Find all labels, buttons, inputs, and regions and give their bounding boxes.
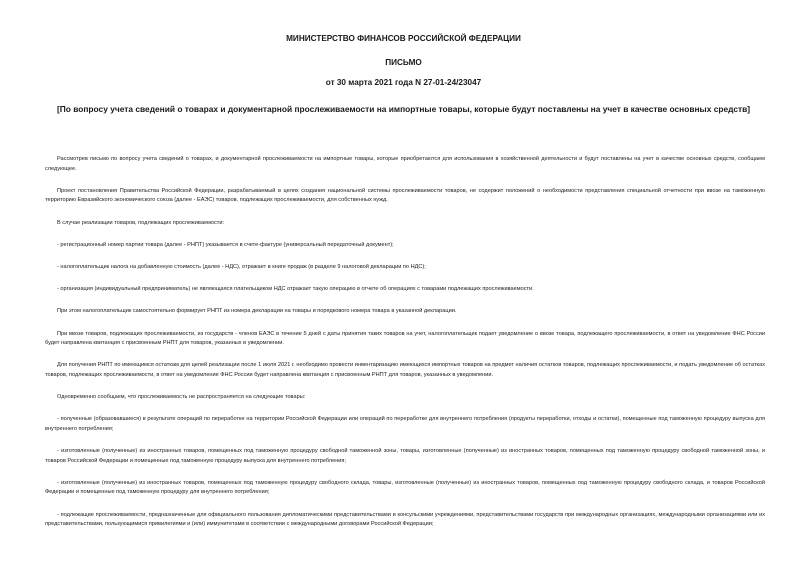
paragraph-draft-resolution: Проект постановления Правительства Российской Федерации, разрабатываемый в целях создания национальной системы прослеживаемости товаров, не содержит положений о необходимости представления специальной отчетности при ввозе на таможенную территорию Евразийского экономического союза (далее - ЕАЭС) товаров, подлежащих прослеживаемости, для собственных нужд. — [45, 187, 765, 204]
list-item-diplomatic: - подлежащие прослеживаемости, предназначенные для официального пользования дипломатическими представительствами и консульскими учреждениями, представительствами государств при международных организациях, международными организациями или их представительствами, пользующимися привилегиями и (или) иммунитетами в соответствии с международными договорами Российской Федерации; — [45, 511, 765, 528]
list-item-non-vat-payer: - организация (индивидуальный предприниматель) не являющаяся плательщиком НДС отражает такую операцию в отчете об операциях с товарами подлежащих прослеживаемости. — [57, 286, 534, 293]
document-type-heading: ПИСЬМО — [385, 58, 422, 67]
list-item-processing: - полученные (образовавшиеся) в результате операций по переработке на территории Российской Федерации или операций по переработке для внутреннего потребления (продукты переработки, отходы и остатки), помещенные под таможенную процедуру выпуска для внутреннего потребления; — [45, 416, 765, 432]
list-item-vat-payer: - налогоплательщик налога на добавленную стоимость (далее - НДС), отражает в книге продаж (в разделе 9 налоговой декларации по НДС); — [57, 263, 426, 270]
paragraph-rnpt-formation: При этом налогоплательщик самостоятельно формирует РНПТ из номера декларации на товары и порядкового номера товара в указанной декларации. — [57, 308, 457, 315]
date-number-heading: от 30 марта 2021 года N 27-01-24/23047 — [325, 78, 482, 87]
subject-heading: [По вопросу учета сведений о товарах и документарной прослеживаемости на импортные товары, которые будут поставлены на учет в качестве основных средств] — [56, 104, 751, 114]
ministry-heading: МИНИСТЕРСТВО ФИНАНСОВ РОССИЙСКОЙ ФЕДЕРАЦИИ — [286, 34, 521, 43]
paragraph-sale-case: В случае реализации товаров, подлежащих прослеживаемости: — [57, 219, 225, 226]
list-item-free-customs-zone: - изготовленные (полученные) из иностранных товаров, помещенных под таможенную процедуру свободной таможенной зоны, товары, изготовленные (полученные) из иностранных товаров, помещенных под таможенную процедуру свободной таможенной зоны, и товаров Российской Федерации и помещенные под таможенную процедуру выпуска для внутреннего потребления; — [45, 448, 765, 464]
list-item-free-warehouse: - изготовленные (полученные) из иностранных товаров, помещенных под таможенную процедуру свободного склада, товары, изготовленные (полученные) из иностранных товаров, помещенных под таможенную процедуру свободного склада, и товаров Российской Федерации и помещенные под таможенную процедуру для внутреннего потребления; — [45, 479, 765, 496]
list-item-rnpt: - регистрационный номер партии товара (далее - РНПТ) указывается в счете-фактуре (универсальный передаточный документ); — [57, 241, 394, 248]
letter-body — [45, 155, 765, 542]
paragraph-exemptions-intro: Одновременно сообщаем, что прослеживаемость не распространяется на следующие товары: — [57, 394, 306, 401]
paragraph-intro: Рассмотрев письмо по вопросу учета сведений о товарах, и документарной прослеживаемости на импортные товары, которые приобретаются для использования в хозяйственной деятельности и будут поставлены на учет в качестве основных средств, сообщаем следующее. — [45, 156, 765, 172]
paragraph-eaeu-import: При ввозе товаров, подлежащих прослеживаемости, из государств - членов ЕАЭС в течение 5 дней с даты принятия таких товаров на учет, налогоплательщик подает уведомление о ввозе товара, подлежащего прослеживаемости, в ответ на уведомление ФНС России будет направлена квитанция с присвоенным РНПТ для товаров, указанных в уведомлении. — [45, 330, 765, 347]
paragraph-inventory: Для получения РНПТ по имеющимся остаткам для целей реализации после 1 июля 2021 г. необходимо провести инвентаризацию имеющихся импортных товаров на предмет наличия остатков товаров, подлежащих прослеживаемости, и подать уведомление об остатках товаров, подлежащих прослеживаемости, в ответ на уведомление ФНС России будет направлена квитанция с присвоенным РНПТ для товаров, указанных в уведомлении. — [45, 362, 765, 378]
